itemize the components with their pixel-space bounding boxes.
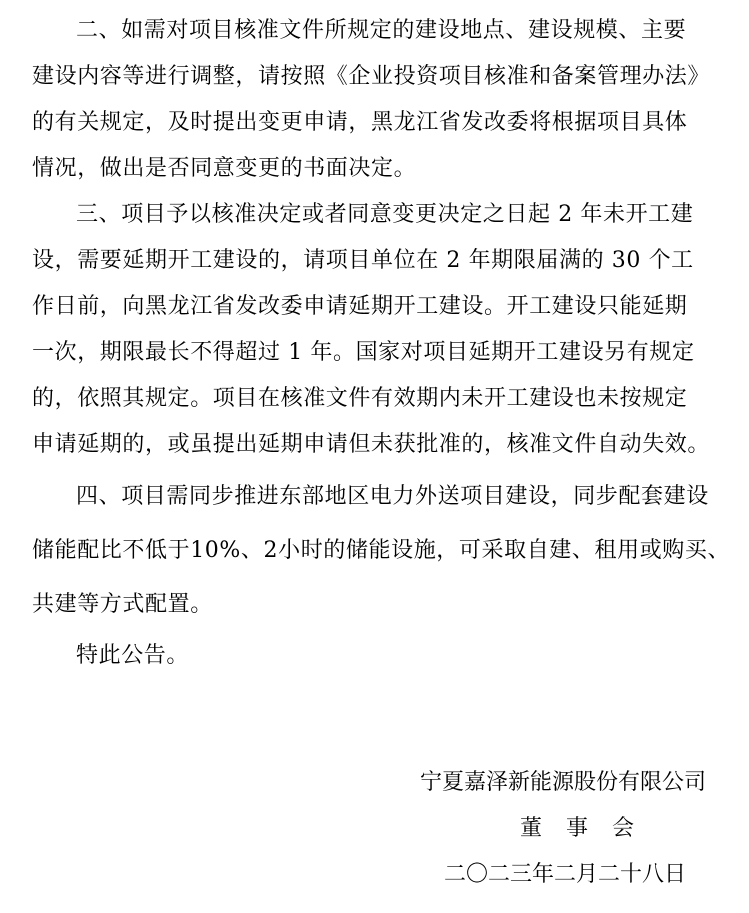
paragraph-2-line-1: 二、如需对项目核准文件所规定的建设地点、建设规模、主要 xyxy=(76,18,687,43)
paragraph-4-line-2: 储能配比不低于10%、2小时的储能设施，可采取自建、租用或购买、 xyxy=(32,538,731,563)
paragraph-3-line-5: 的，依照其规定。项目在核准文件有效期内未开工建设也未按规定 xyxy=(32,386,688,411)
paragraph-3-line-3: 作日前，向黑龙江省发改委申请延期开工建设。开工建设只能延期 xyxy=(32,294,688,319)
paragraph-2-line-2: 建设内容等进行调整，请按照《企业投资项目核准和备案管理办法》 xyxy=(32,64,711,89)
paragraph-2-line-4: 情况，做出是否同意变更的书面决定。 xyxy=(32,156,417,181)
paragraph-2-line-3: 的有关规定，及时提出变更申请，黑龙江省发改委将根据项目具体 xyxy=(32,110,688,135)
paragraph-4-line-1: 四、项目需同步推进东部地区电力外送项目建设，同步配套建设 xyxy=(76,484,709,509)
paragraph-3-line-4: 一次，期限最长不得超过 1 年。国家对项目延期开工建设另有规定 xyxy=(32,340,695,365)
signature-date: 二〇二三年二月二十八日 xyxy=(444,862,687,887)
closing-statement: 特此公告。 xyxy=(76,643,190,668)
paragraph-3-line-2: 设，需要延期开工建设的，请项目单位在 2 年期限届满的 30 个工 xyxy=(32,248,694,273)
paragraph-3-line-1: 三、项目予以核准决定或者同意变更决定之日起 2 年未开工建 xyxy=(76,202,694,227)
signature-company: 宁夏嘉泽新能源股份有限公司 xyxy=(420,770,707,795)
signature-board: 董事会 xyxy=(520,816,659,841)
paragraph-4-line-3: 共建等方式配置。 xyxy=(32,592,213,617)
paragraph-3-line-6: 申请延期的，或虽提出延期申请但未获批准的，核准文件自动失效。 xyxy=(32,432,711,457)
